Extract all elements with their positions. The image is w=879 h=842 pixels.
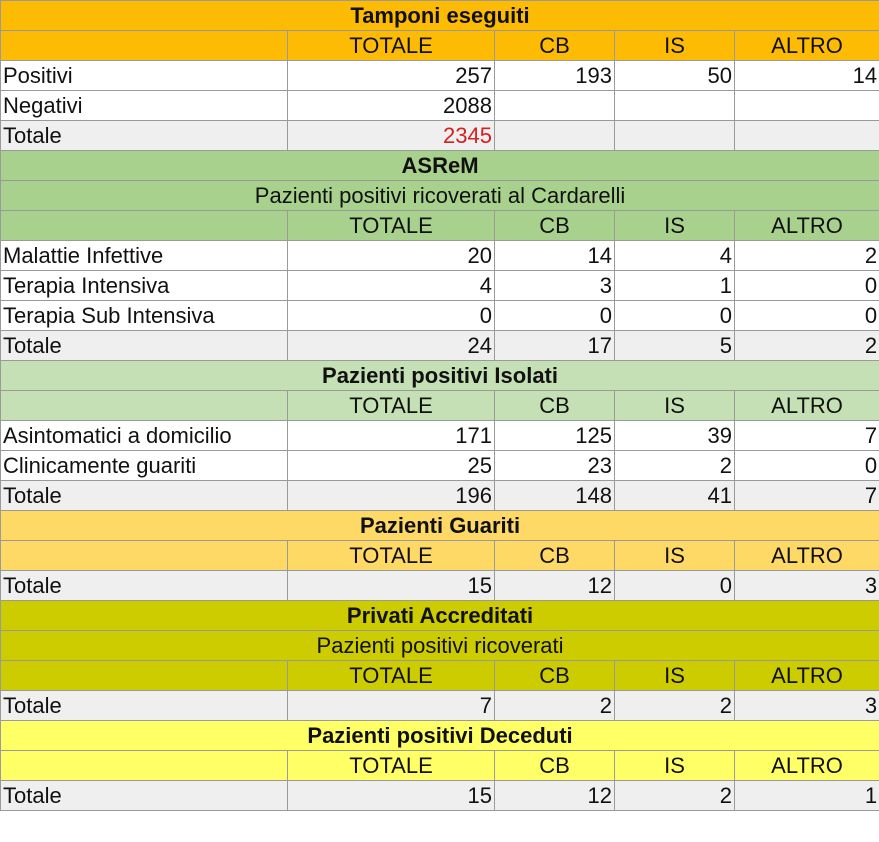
- cell-is: 0: [615, 301, 735, 331]
- header-cb: CB: [495, 211, 615, 241]
- section-title: Pazienti Guariti: [1, 511, 879, 541]
- cell-altro: 2: [735, 241, 879, 271]
- header-blank: [1, 541, 288, 571]
- table-row: [1, 241, 879, 271]
- header-blank: [1, 661, 288, 691]
- total-row: [1, 121, 879, 151]
- cell-altro: [735, 91, 879, 121]
- header-altro: ALTRO: [735, 541, 879, 571]
- cell-is: 39: [615, 421, 735, 451]
- guariti-header-row: [1, 541, 879, 571]
- section-title: Pazienti positivi Deceduti: [1, 721, 879, 751]
- cell-cb: 0: [495, 301, 615, 331]
- row-label: Terapia Sub Intensiva: [1, 301, 288, 331]
- cell-is: 4: [615, 241, 735, 271]
- cell-cb: [495, 121, 615, 151]
- header-blank: [1, 211, 288, 241]
- header-totale: TOTALE: [288, 751, 495, 781]
- asrem-subtitle-row: [1, 181, 879, 211]
- row-label: Totale: [1, 781, 288, 811]
- table-row: [1, 91, 879, 121]
- cell-is: [615, 121, 735, 151]
- cell-cb: 12: [495, 571, 615, 601]
- row-label: Positivi: [1, 61, 288, 91]
- row-label: Totale: [1, 331, 288, 361]
- cell-altro: 1: [735, 781, 879, 811]
- cell-cb: 12: [495, 781, 615, 811]
- privati-header-row: [1, 661, 879, 691]
- cell-is: 1: [615, 271, 735, 301]
- table-row: [1, 421, 879, 451]
- header-blank: [1, 751, 288, 781]
- header-totale: TOTALE: [288, 211, 495, 241]
- deceduti-title-row: [1, 721, 879, 751]
- header-altro: ALTRO: [735, 751, 879, 781]
- cell-totale: 257: [288, 61, 495, 91]
- section-title: Tamponi eseguiti: [1, 1, 879, 31]
- row-label: Clinicamente guariti: [1, 451, 288, 481]
- cell-cb: 14: [495, 241, 615, 271]
- section-title: ASReM: [1, 151, 879, 181]
- isolati-title-row: [1, 361, 879, 391]
- header-totale: TOTALE: [288, 391, 495, 421]
- section-title: Privati Accreditati: [1, 601, 879, 631]
- header-is: IS: [615, 211, 735, 241]
- row-label: Totale: [1, 481, 288, 511]
- cell-cb: 125: [495, 421, 615, 451]
- cell-cb: 2: [495, 691, 615, 721]
- cell-cb: 23: [495, 451, 615, 481]
- header-totale: TOTALE: [288, 661, 495, 691]
- asrem-header-row: [1, 211, 879, 241]
- header-cb: CB: [495, 391, 615, 421]
- header-cb: CB: [495, 31, 615, 61]
- row-label: Negativi: [1, 91, 288, 121]
- cell-totale: 24: [288, 331, 495, 361]
- header-cb: CB: [495, 541, 615, 571]
- cell-totale-highlight: 2345: [288, 121, 495, 151]
- header-is: IS: [615, 751, 735, 781]
- cell-totale: 15: [288, 781, 495, 811]
- cell-altro: 3: [735, 571, 879, 601]
- cell-is: 2: [615, 691, 735, 721]
- asrem-title-row: [1, 151, 879, 181]
- tamponi-title-row: [1, 1, 879, 31]
- cell-altro: 0: [735, 271, 879, 301]
- cell-totale: 2088: [288, 91, 495, 121]
- cell-totale: 20: [288, 241, 495, 271]
- header-cb: CB: [495, 661, 615, 691]
- header-totale: TOTALE: [288, 541, 495, 571]
- tamponi-header-row: [1, 31, 879, 61]
- privati-subtitle-row: [1, 631, 879, 661]
- cell-totale: 7: [288, 691, 495, 721]
- privati-title-row: [1, 601, 879, 631]
- cell-totale: 4: [288, 271, 495, 301]
- cell-cb: 193: [495, 61, 615, 91]
- header-altro: ALTRO: [735, 211, 879, 241]
- header-totale: TOTALE: [288, 31, 495, 61]
- header-is: IS: [615, 661, 735, 691]
- cell-altro: 0: [735, 451, 879, 481]
- header-is: IS: [615, 391, 735, 421]
- cell-cb: [495, 91, 615, 121]
- table-row: [1, 301, 879, 331]
- row-label: Terapia Intensiva: [1, 271, 288, 301]
- table-row: [1, 61, 879, 91]
- row-label: Totale: [1, 121, 288, 151]
- cell-totale: 196: [288, 481, 495, 511]
- cell-altro: 3: [735, 691, 879, 721]
- cell-altro: 7: [735, 481, 879, 511]
- cell-cb: 17: [495, 331, 615, 361]
- header-blank: [1, 391, 288, 421]
- row-label: Totale: [1, 691, 288, 721]
- header-altro: ALTRO: [735, 31, 879, 61]
- section-title: Pazienti positivi Isolati: [1, 361, 879, 391]
- header-blank: [1, 31, 288, 61]
- cell-is: 2: [615, 781, 735, 811]
- cell-is: 50: [615, 61, 735, 91]
- deceduti-header-row: [1, 751, 879, 781]
- total-row: [1, 691, 879, 721]
- total-row: [1, 571, 879, 601]
- header-is: IS: [615, 541, 735, 571]
- cell-altro: 14: [735, 61, 879, 91]
- total-row: [1, 481, 879, 511]
- header-cb: CB: [495, 751, 615, 781]
- cell-cb: 148: [495, 481, 615, 511]
- cell-altro: 0: [735, 301, 879, 331]
- total-row: [1, 781, 879, 811]
- row-label: Malattie Infettive: [1, 241, 288, 271]
- isolati-header-row: [1, 391, 879, 421]
- cell-is: 2: [615, 451, 735, 481]
- cell-is: [615, 91, 735, 121]
- cell-altro: 7: [735, 421, 879, 451]
- header-is: IS: [615, 31, 735, 61]
- header-altro: ALTRO: [735, 661, 879, 691]
- cell-altro: 2: [735, 331, 879, 361]
- cell-totale: 25: [288, 451, 495, 481]
- cell-cb: 3: [495, 271, 615, 301]
- cell-is: 0: [615, 571, 735, 601]
- row-label: Asintomatici a domicilio: [1, 421, 288, 451]
- section-subtitle: Pazienti positivi ricoverati al Cardarelli: [1, 181, 879, 211]
- guariti-title-row: [1, 511, 879, 541]
- total-row: [1, 331, 879, 361]
- cell-totale: 0: [288, 301, 495, 331]
- table-row: [1, 451, 879, 481]
- cell-totale: 15: [288, 571, 495, 601]
- row-label: Totale: [1, 571, 288, 601]
- cell-altro: [735, 121, 879, 151]
- section-subtitle: Pazienti positivi ricoverati: [1, 631, 879, 661]
- cell-is: 5: [615, 331, 735, 361]
- cell-totale: 171: [288, 421, 495, 451]
- cell-is: 41: [615, 481, 735, 511]
- header-altro: ALTRO: [735, 391, 879, 421]
- table-row: [1, 271, 879, 301]
